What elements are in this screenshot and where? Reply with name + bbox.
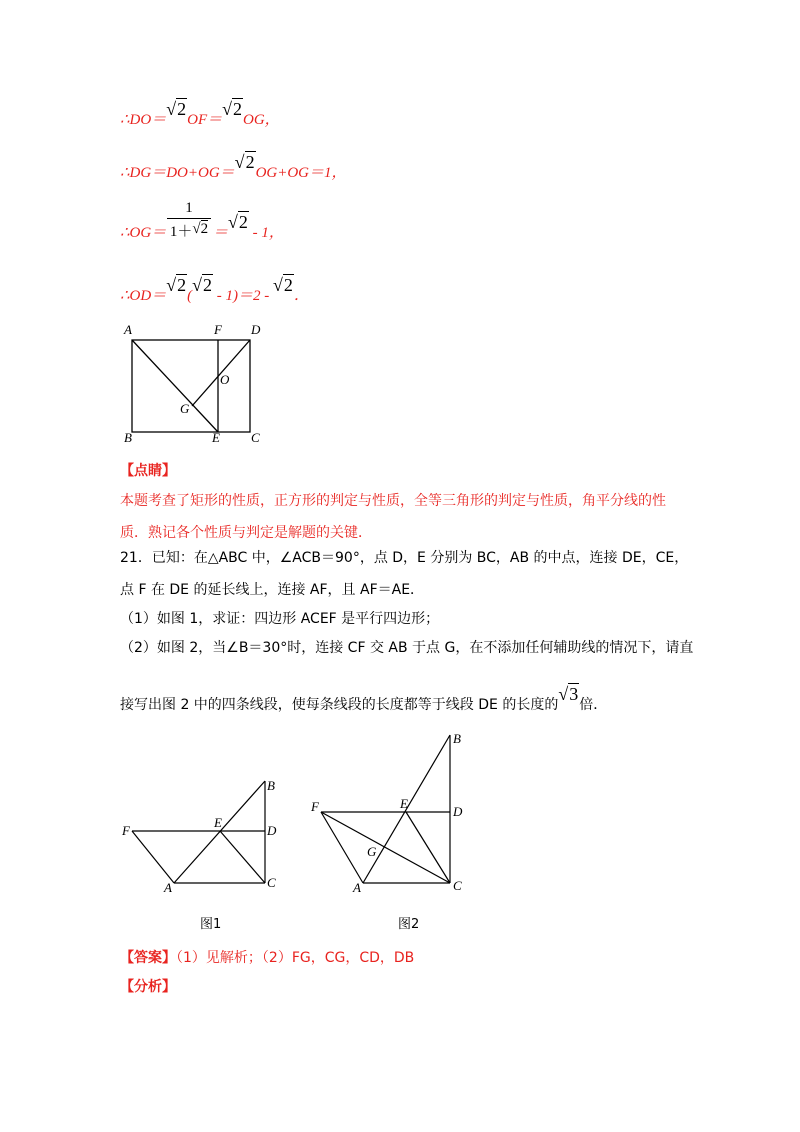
rectangle-figure	[118, 318, 278, 448]
solution-line-1	[120, 99, 280, 129]
sol1-end: OG，	[243, 112, 280, 128]
problem-21-line-3: （1）如图 1，求证：四边形 ACEF 是平行四边形；	[120, 611, 440, 627]
sqrt-symbol: √3	[558, 684, 579, 704]
segment-ec	[220, 831, 265, 883]
sqrt-symbol: √2	[192, 275, 212, 295]
label-a: A	[124, 322, 132, 337]
answer-header: 【答案】	[120, 950, 176, 966]
sqrt-symbol: √2	[234, 152, 255, 172]
label-c: C	[267, 875, 276, 890]
rectangle-abcd	[132, 340, 250, 432]
figure-1	[118, 774, 283, 934]
problem-21-line-5-end: 倍．	[579, 697, 608, 713]
caption-figure-2: 图2	[398, 917, 420, 932]
label-a: A	[164, 880, 172, 895]
sol2-end: OG+OG＝1，	[255, 165, 347, 181]
label-e: E	[214, 815, 222, 830]
problem-21-line-2: 点 F 在 DE 的延长线上，连接 AF，且 AF＝AE．	[120, 582, 425, 598]
label-b: B	[453, 731, 461, 746]
label-a: A	[353, 880, 361, 895]
sol3-end: - 1，	[248, 225, 284, 241]
label-d: D	[251, 322, 261, 337]
segment-fa	[132, 831, 174, 883]
sol1-mid: OF＝	[187, 112, 223, 128]
label-f: F	[214, 322, 222, 337]
solution-line-4	[120, 275, 309, 305]
segment-fa	[321, 812, 363, 883]
label-d: D	[453, 804, 463, 819]
figure-2	[305, 730, 480, 935]
label-o: O	[220, 372, 230, 387]
sol4-mid: - 1)＝2 -	[213, 288, 273, 304]
fraction-numerator: 1	[167, 200, 211, 219]
dianjing-text-2: 质．熟记各个性质与判定是解题的关键．	[120, 525, 372, 541]
solution-line-3	[120, 221, 166, 242]
sol3-lhs: ∴OG＝	[120, 225, 167, 241]
caption-figure-1: 图1	[200, 917, 222, 932]
label-f: F	[311, 799, 319, 814]
answer-text: （1）见解析；（2）FG，CG，CD，DB	[176, 950, 415, 966]
sqrt-symbol: √2	[166, 275, 187, 295]
label-c: C	[453, 878, 462, 893]
label-e: E	[400, 796, 408, 811]
label-g: G	[180, 401, 190, 416]
sol4-end: ．	[293, 288, 309, 304]
label-c: C	[251, 430, 260, 445]
sol1-lhs: ∴DO＝	[120, 112, 167, 128]
problem-21-line-1: 21．已知：在△ABC 中，∠ACB＝90°，点 D，E 分别为 BC，AB 的中点，连接 DE，CE，	[120, 550, 689, 566]
sqrt-symbol: √2	[273, 275, 293, 295]
sol3-eq: ＝	[213, 225, 229, 241]
sol4-lhs: ∴OD＝	[120, 288, 167, 304]
sol4-paren: (	[187, 288, 193, 304]
fraction	[167, 200, 211, 241]
answer-line	[120, 947, 414, 967]
analysis-header: 【分析】	[120, 979, 176, 995]
segment-fc	[321, 812, 450, 883]
sqrt-symbol: √2	[166, 99, 187, 119]
segment-ae	[132, 340, 218, 432]
label-b: B	[124, 430, 132, 445]
segment-ec	[406, 812, 450, 883]
label-b: B	[267, 778, 275, 793]
problem-21-line-4: （2）如图 2，当∠B＝30°时，连接 CF 交 AB 于点 G，在不添加任何辅助线的情况下，请直	[120, 640, 694, 656]
sqrt-symbol: √2	[228, 212, 248, 232]
problem-21-line-5-text: 接写出图 2 中的四条线段，使每条线段的长度都等于线段 DE 的长度的	[120, 697, 559, 713]
solution-line-3-rest	[213, 212, 284, 242]
label-d: D	[267, 823, 277, 838]
label-g: G	[367, 844, 377, 859]
dianjing-text-1: 本题考查了矩形的性质，正方形的判定与性质，全等三角形的判定与性质，角平分线的性	[120, 493, 666, 509]
dianjing-header: 【点睛】	[120, 463, 176, 479]
problem-21-line-5	[120, 684, 608, 714]
sol2-lhs: ∴DG＝DO+OG＝	[120, 165, 235, 181]
label-e: E	[212, 430, 220, 445]
fraction-denominator: 1＋√2	[169, 221, 209, 240]
label-f: F	[122, 823, 130, 838]
solution-line-2	[120, 152, 347, 182]
sqrt-symbol: √2	[222, 99, 242, 119]
